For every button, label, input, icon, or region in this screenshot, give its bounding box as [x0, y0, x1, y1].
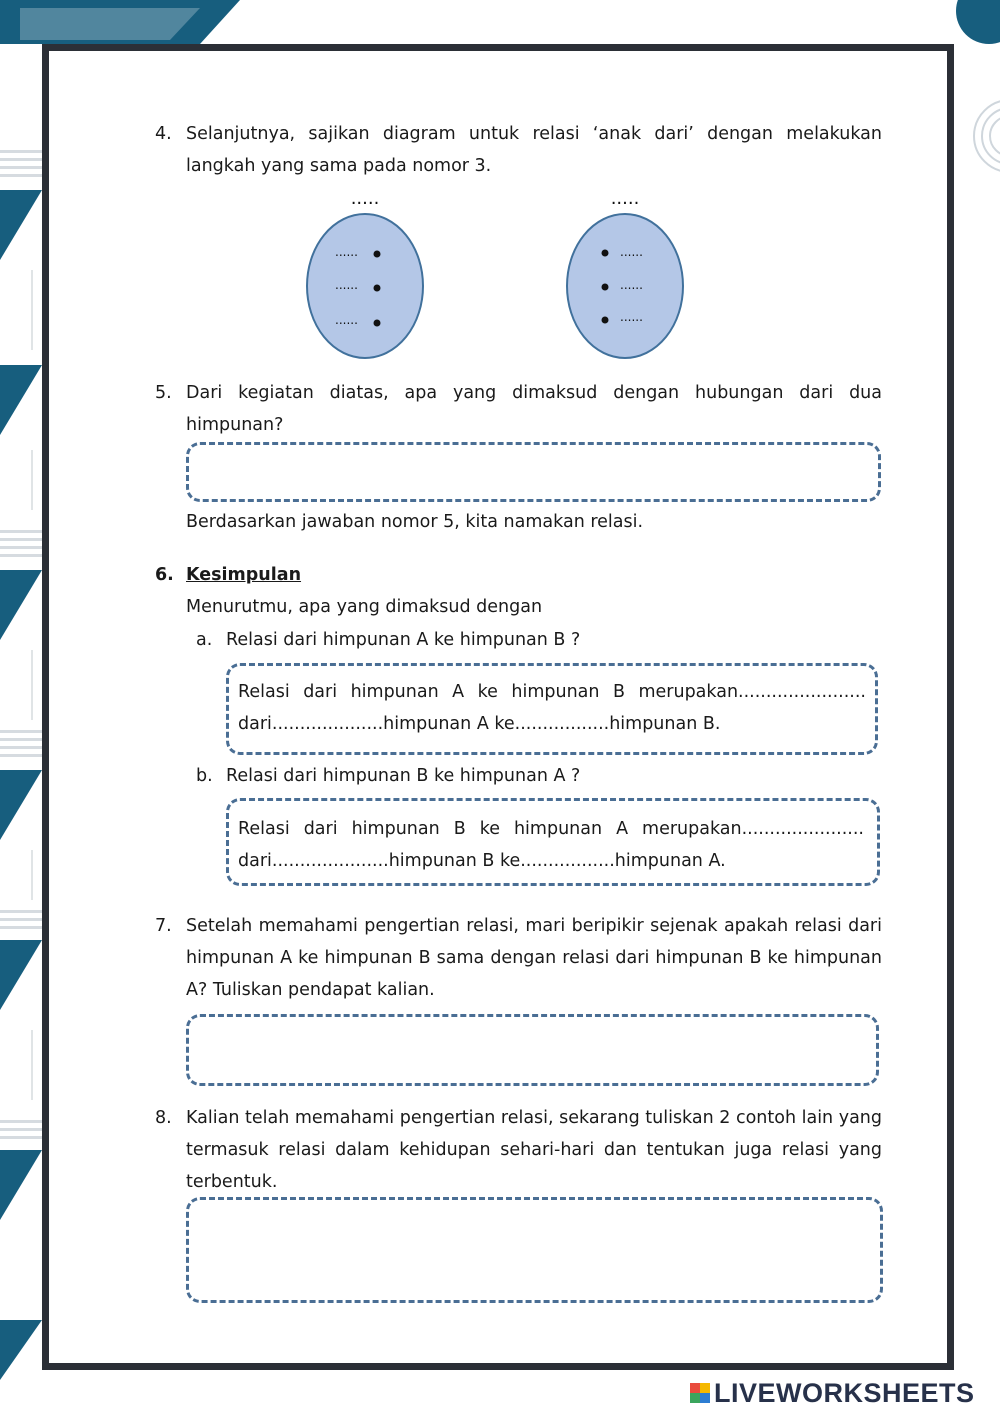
left-dot-3 — [374, 320, 381, 327]
left-set-oval — [307, 214, 423, 358]
question-number: 5. — [155, 383, 172, 403]
question-4 — [155, 118, 882, 182]
answer-box-8[interactable] — [186, 1197, 883, 1303]
logo-mark-icon — [690, 1383, 710, 1403]
answer-box-5[interactable] — [186, 442, 881, 502]
logo-text: LIVEWORKSHEETS — [714, 1377, 975, 1408]
liveworksheets-logo[interactable] — [690, 1378, 975, 1408]
answer-6b-line-2: dari.....................himpunan B ke.................himpunan A. — [238, 851, 726, 871]
right-item-2: ...... — [620, 278, 643, 292]
left-dot-1 — [374, 251, 381, 258]
left-item-3: ...... — [335, 313, 358, 327]
conclusion-intro: Menurutmu, apa yang dimaksud dengan — [186, 597, 543, 617]
left-set-label: ..... — [350, 190, 380, 209]
top-corner-decoration — [0, 0, 240, 44]
conclusion-title: Kesimpulan — [186, 565, 302, 585]
answer-box-7[interactable] — [186, 1014, 879, 1086]
answer-6a-line-1: Relasi dari himpunan A ke himpunan B merupakan....................... — [238, 682, 866, 702]
right-dot-2 — [602, 284, 609, 291]
sub-question-b-label: b. — [196, 766, 213, 786]
right-dot-3 — [602, 317, 609, 324]
sub-question-b: Relasi dari himpunan B ke himpunan A ? — [226, 766, 581, 786]
question-number: 4. — [155, 124, 172, 144]
ring-decoration — [950, 96, 1000, 176]
question-5 — [155, 377, 882, 441]
question-number: 7. — [155, 916, 172, 936]
set-diagram — [300, 190, 700, 365]
right-item-3: ...... — [620, 310, 643, 324]
sub-question-a-label: a. — [196, 630, 213, 650]
sub-question-a: Relasi dari himpunan A ke himpunan B ? — [226, 630, 581, 650]
question-text: Selanjutnya, sajikan diagram untuk relasi ‘anak dari’ dengan melakukan langkah yang sama pada nomor 3. — [186, 124, 882, 176]
question-8 — [155, 1102, 882, 1198]
left-item-2: ...... — [335, 278, 358, 292]
answer-6a-text — [238, 676, 866, 740]
right-item-1: ...... — [620, 245, 643, 259]
question-number-6: 6. — [155, 565, 174, 585]
answer-6b-text — [238, 813, 864, 877]
answer-6b-line-1: Relasi dari himpunan B ke himpunan A merupakan...................... — [238, 819, 864, 839]
right-set-label: ..... — [610, 190, 640, 209]
question-text: Dari kegiatan diatas, apa yang dimaksud dengan hubungan dari dua himpunan? — [186, 383, 882, 435]
right-dot-1 — [602, 250, 609, 257]
question-number: 8. — [155, 1108, 172, 1128]
answer-6a-line-2: dari....................himpunan A ke.................himpunan B. — [238, 714, 721, 734]
question-7 — [155, 910, 882, 1006]
question-text: Setelah memahami pengertian relasi, mari beripikir sejenak apakah relasi dari himpunan A ke himpunan B sama dengan relasi dari himpunan B ke himpunan A? Tuliskan pendapat kalian. — [186, 916, 882, 1000]
left-dot-2 — [374, 285, 381, 292]
question-text: Kalian telah memahami pengertian relasi, sekarang tuliskan 2 contoh lain yang termasuk relasi dalam kehidupan sehari-hari dan tentukan juga relasi yang terbentuk. — [186, 1108, 882, 1192]
left-stripe-decoration — [0, 150, 42, 1380]
top-right-circle-decoration — [956, 0, 1000, 44]
left-item-1: ...... — [335, 245, 358, 259]
answer-note-5: Berdasarkan jawaban nomor 5, kita namakan relasi. — [186, 512, 644, 532]
